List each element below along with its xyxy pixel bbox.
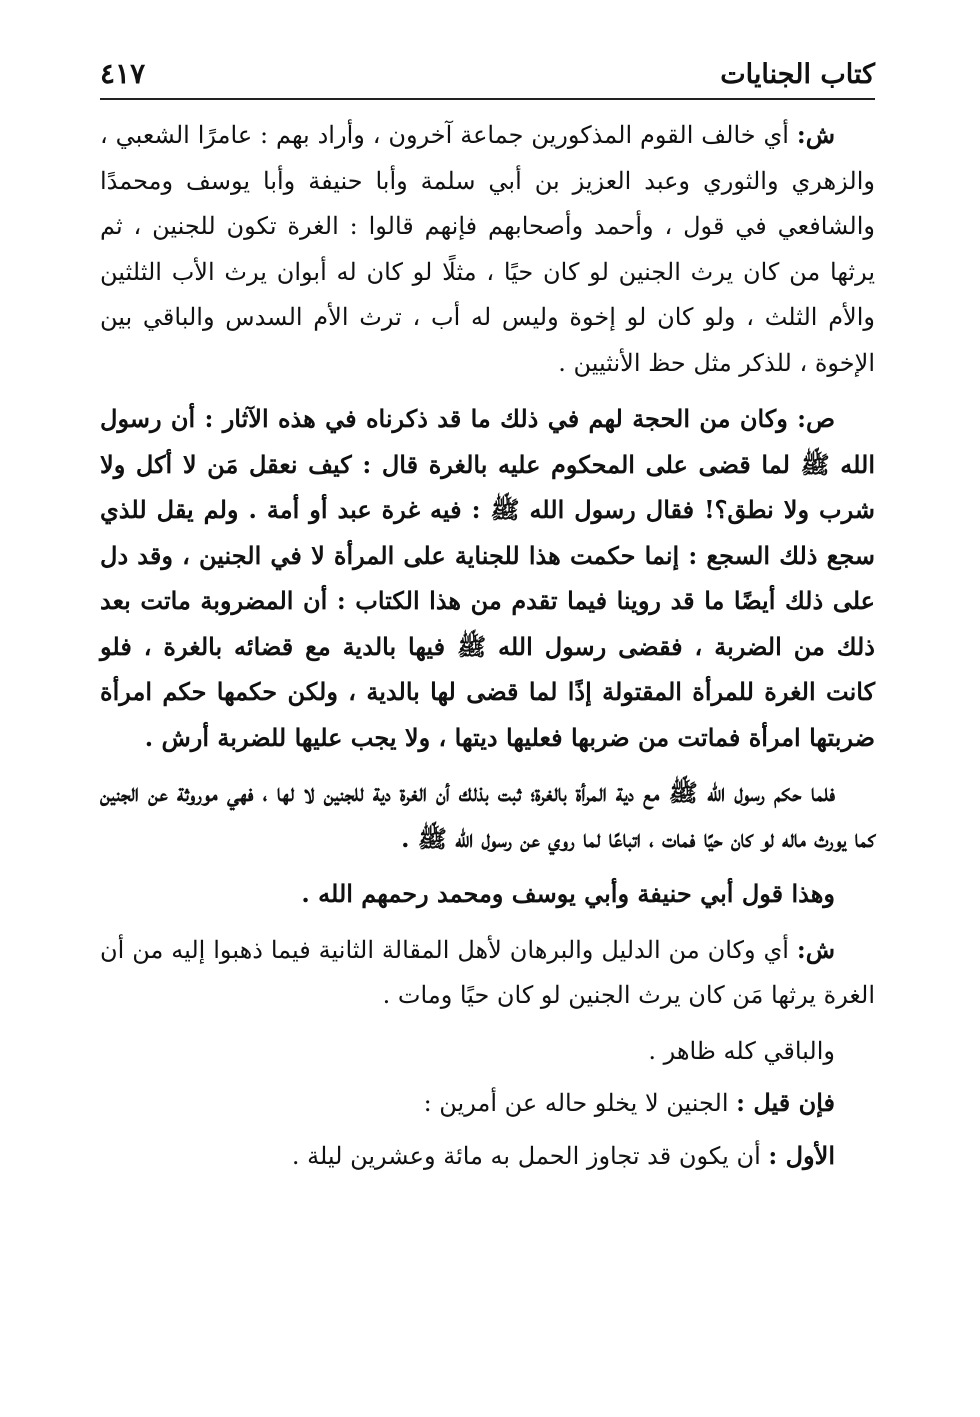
commentary-paragraph [100,1029,875,1075]
commentary-paragraph [100,1080,875,1127]
page-header [100,40,875,100]
source-text-paragraph [100,770,875,861]
paragraph-text: فلما حكم رسول الله ﷺ مع دية المرأة بالغرة؛ ثبت بذلك أن الغرة دية للجنين لا لها ، فهي موروثة عن الجنين كما يورث ماله لو كان حيًا فمات ، اتباعًا لما روي عن رسول الله ﷺ . [100,778,875,853]
commentary-paragraph [100,112,875,386]
commentary-paragraph [100,927,875,1019]
commentary-paragraph [100,1133,875,1180]
page-body [100,112,875,1179]
source-text-paragraph [100,396,875,760]
source-text-paragraph [100,871,875,917]
first-point-marker: الأول : [768,1140,835,1170]
paragraph-text: الجنين لا يخلو حاله عن أمرين : [423,1089,737,1117]
chapter-title: كتاب الجنايات [720,59,875,90]
paragraph-text: أن يكون قد تجاوز الحمل به مائة وعشرين ليلة . [291,1141,769,1170]
commentary-marker: ش: [796,934,835,964]
page [100,40,875,1185]
paragraph-text: وكان من الحجة لهم في ذلك ما قد ذكرناه في هذه الآثار : أن رسول الله ﷺ لما قضى على المحكوم عليه بالغرة قال : كيف نعقل مَن لا أكل ولا شرب ولا نطق؟! فقال رسول الله ﷺ : فيه غرة عبد أو أمة . ولم يقل للذي سجع ذلك السجع : إنما حكمت هذا للجناية على المرأة لا في الجنين ، وقد دل على ذلك أيضًا ما قد روينا فيما تقدم من هذا الكتاب : أن المضروبة ماتت بعد ذلك من الضربة ، فقضى رسول الله ﷺ فيها بالدية مع قضائه بالغرة ، فلو كانت الغرة للمرأة المقتولة إذًا لما قضى لها بالدية ، ولكن حكمها حكم امرأة ضربتها امرأة فماتت من ضربها فعليها ديتها ، ولا يجب عليها للضربة أرش . [100,404,875,752]
commentary-marker: ش: [796,120,835,149]
paragraph-text: أي خالف القوم المذكورين جماعة آخرون ، وأراد بهم : عامرًا الشعبي ، والزهري والثوري وعبد العزيز بن أبي سلمة وأبا حنيفة وأبا يوسف ومحمدًا والشافعي في قول ، وأحمد وأصحابهم فإنهم قالوا : الغرة تكون للجنين ، ثم يرثها من كان يرث الجنين لو كان حيًا ، مثلًا لو كان له أبوان يرث الأب الثلثين والأم الثلث ، ولو كان لو إخوة وليس له أب ، ترث الأم السدس والباقي بين الإخوة ، للذكر مثل حظ الأنثيين . [100,121,875,377]
paragraph-text: والباقي كله ظاهر . [648,1036,835,1065]
question-marker: فإن قيل : [736,1088,835,1117]
paragraph-text: وهذا قول أبي حنيفة وأبي يوسف ومحمد رحمهم الله . [301,879,835,908]
page-number: ٤١٧ [100,57,146,90]
source-marker: ص: [797,404,835,433]
paragraph-text: أي وكان من الدليل والبرهان لأهل المقالة الثانية فيما ذهبوا إليه من أن الغرة يرثها مَن كان يرث الجنين لو كان حيًا ومات . [100,935,875,1009]
